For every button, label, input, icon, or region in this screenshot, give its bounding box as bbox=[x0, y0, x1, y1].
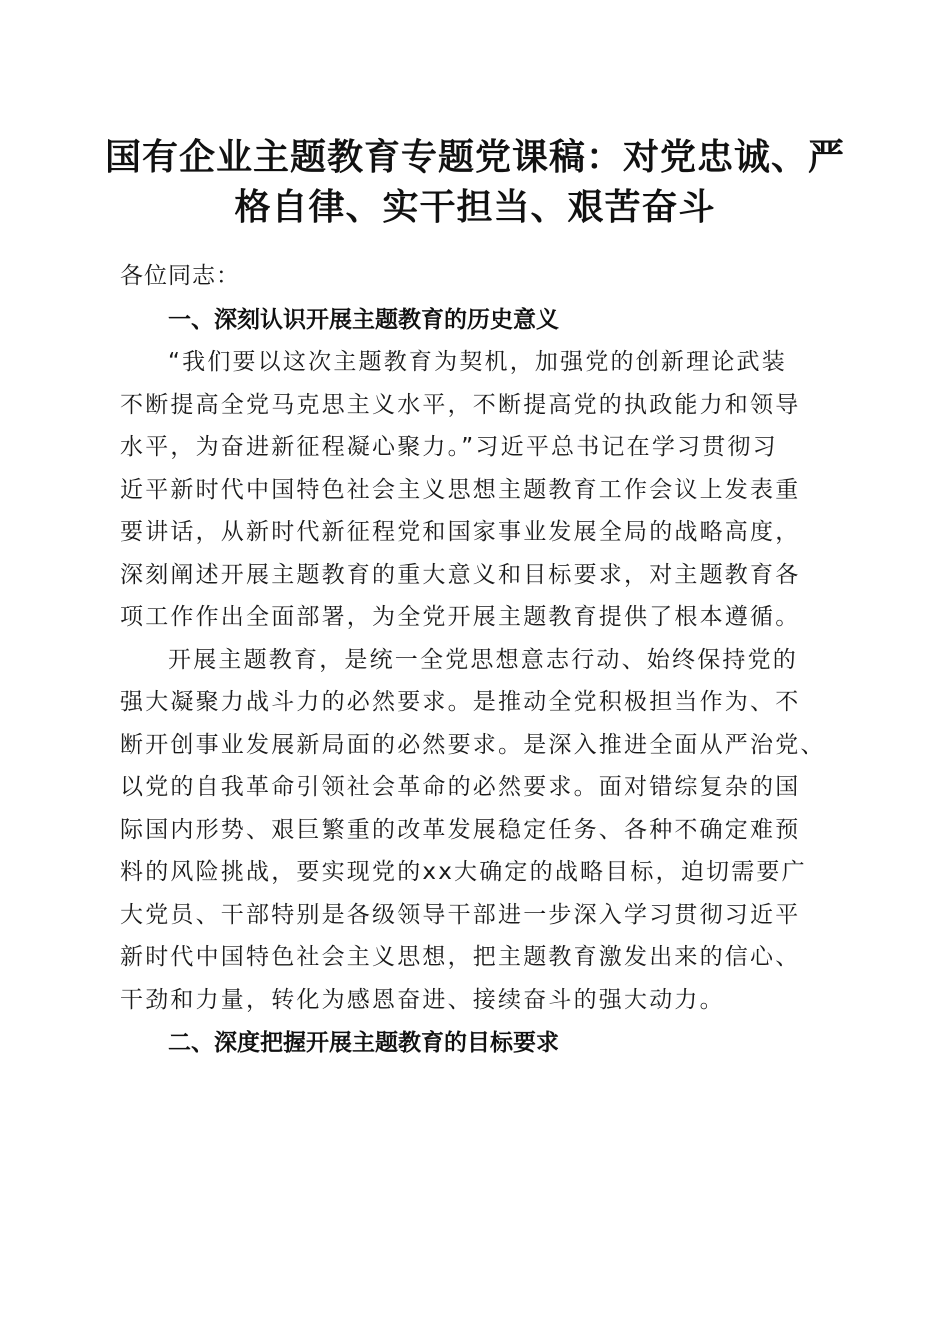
paragraph-2-line: 干劲和力量，转化为感恩奋进、接续奋斗的强大动力。 bbox=[120, 986, 725, 1013]
paragraph-1-line: 不断提高全党马克思主义水平，不断提高党的执政能力和领导 bbox=[120, 391, 801, 418]
paragraph-2-line: 新时代中国特色社会主义思想，把主题教育激发出来的信心、 bbox=[120, 944, 801, 970]
paragraph-1 bbox=[120, 341, 832, 639]
salutation: 各位同志： bbox=[120, 263, 240, 289]
section-2-heading: 二、深度把握开展主题教育的目标要求 bbox=[168, 1029, 559, 1055]
paragraph-2-line: 断开创事业发展新局面的必然要求。是深入推进全面从严治党、 bbox=[120, 731, 826, 758]
title-line-2: 格自律、实干担当、艰苦奋斗 bbox=[234, 186, 716, 228]
title-line-1: 国有企业主题教育专题党课稿：对党忠诚、严 bbox=[104, 136, 845, 178]
paragraph-1-line: 水平，为奋进新征程凝心聚力。”习近平总书记在学习贯彻习 bbox=[120, 434, 778, 460]
document-body bbox=[120, 255, 832, 1064]
paragraph-1-line: “我们要以这次主题教育为契机，加强党的创新理论武装 bbox=[168, 349, 787, 375]
paragraph-1-line: 近平新时代中国特色社会主义思想主题教育工作会议上发表重 bbox=[120, 476, 801, 503]
paragraph-2-line: 大党员、干部特别是各级领导干部进一步深入学习贯彻习近平 bbox=[120, 901, 801, 928]
paragraph-2-line: 开展主题教育，是统一全党思想意志行动、始终保持党的 bbox=[168, 646, 798, 673]
paragraph-1-line: 要讲话，从新时代新征程党和国家事业发展全局的战略高度， bbox=[120, 519, 801, 545]
paragraph-2-line: 际国内形势、艰巨繁重的改革发展稳定任务、各种不确定难预 bbox=[120, 816, 801, 843]
paragraph-2 bbox=[120, 639, 832, 1022]
paragraph-1-line: 深刻阐述开展主题教育的重大意义和目标要求，对主题教育各 bbox=[120, 561, 801, 588]
document-title bbox=[100, 132, 850, 232]
section-1-heading: 一、深刻认识开展主题教育的历史意义 bbox=[168, 306, 559, 332]
paragraph-2-line: 以党的自我革命引领社会革命的必然要求。面对错综复杂的国 bbox=[120, 774, 801, 800]
paragraph-1-line: 项工作作出全面部署，为全党开展主题教育提供了根本遵循。 bbox=[120, 604, 801, 630]
paragraph-2-line: 料的风险挑战，要实现党的xx大确定的战略目标，迫切需要广 bbox=[120, 859, 807, 885]
paragraph-2-line: 强大凝聚力战斗力的必然要求。是推动全党积极担当作为、不 bbox=[120, 689, 801, 715]
